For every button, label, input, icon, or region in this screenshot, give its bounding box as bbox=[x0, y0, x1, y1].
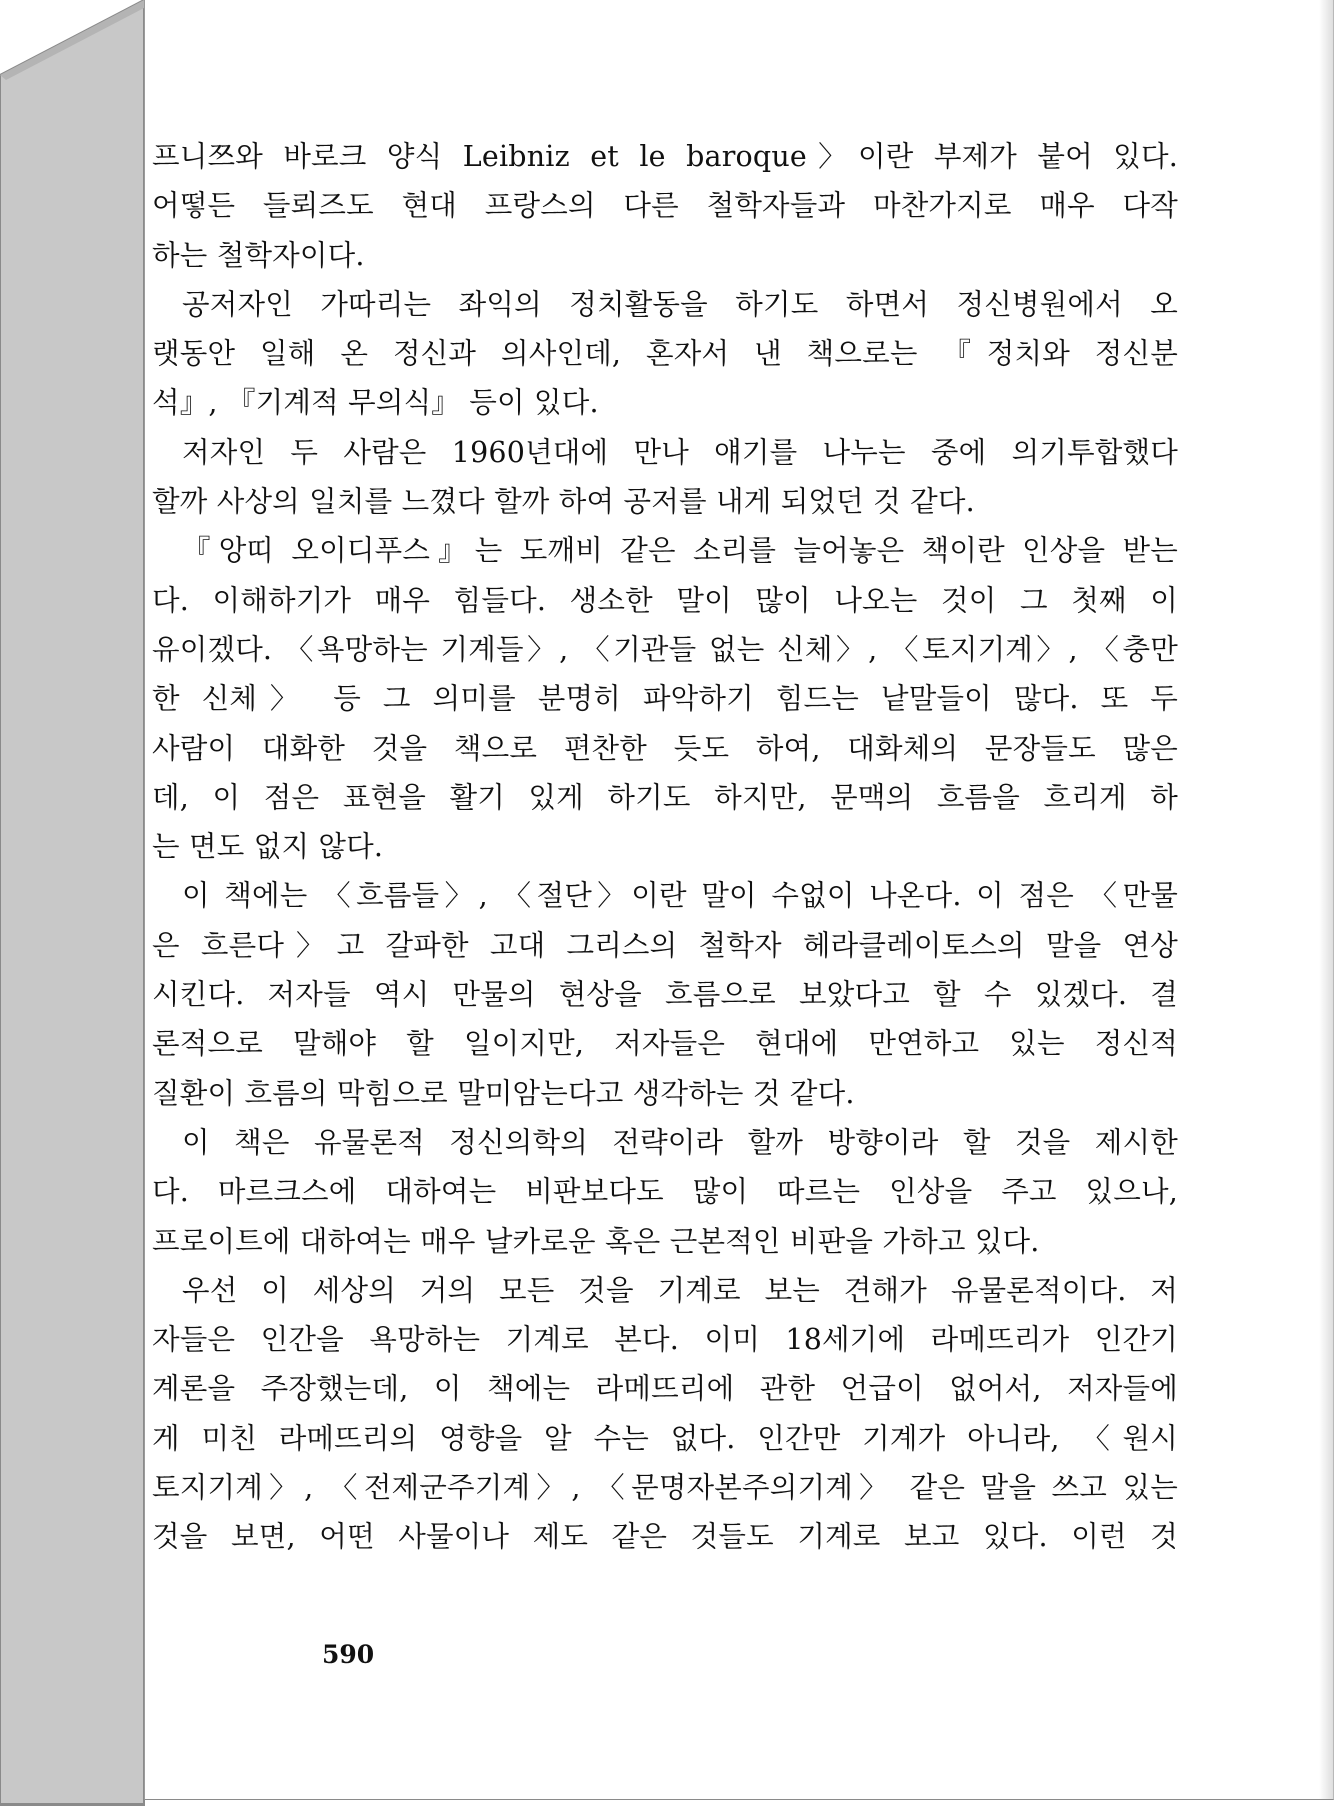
text-line: 자들은 인간을 욕망하는 기계로 본다. 이미 18세기에 라메뜨리가 인간기 bbox=[152, 1323, 1178, 1357]
text-line: 『앙띠 오이디푸스』는 도깨비 같은 소리를 늘어놓은 책이란 인상을 받는 bbox=[182, 534, 1178, 568]
text-line: 는 면도 없지 않다. bbox=[152, 830, 384, 864]
text-line: 사람이 대화한 것을 책으로 편찬한 듯도 하여, 대화체의 문장들도 많은 bbox=[152, 731, 1178, 765]
text-line: 프로이트에 대하여는 매우 날카로운 혹은 근본적인 비판을 가하고 있다. bbox=[152, 1224, 1040, 1258]
text-line: 시킨다. 저자들 역시 만물의 현상을 흐름으로 보았다고 할 수 있겠다. 결 bbox=[152, 978, 1178, 1012]
text-line: 이 책은 유물론적 정신의학의 전략이라 할까 방향이라 할 것을 제시한 bbox=[182, 1125, 1178, 1159]
text-line: 어떻든 들뢰즈도 현대 프랑스의 다른 철학자들과 마찬가지로 매우 다작 bbox=[152, 189, 1178, 223]
text-line: 프니쯔와 바로크 양식 Leibniz et le baroque〉이란 부제가 붙어 있다. bbox=[152, 140, 1178, 173]
text-line: 석』, 『기계적 무의식』 등이 있다. bbox=[152, 386, 599, 420]
text-line: 질환이 흐름의 막힘으로 말미암는다고 생각하는 것 같다. bbox=[152, 1076, 855, 1110]
text-line: 데, 이 점은 표현을 활기 있게 하기도 하지만, 문맥의 흐름을 흐리게 하 bbox=[152, 780, 1178, 814]
text-line: 이 책에는 〈흐름들〉, 〈절단〉이란 말이 수없이 나온다. 이 점은 〈만물 bbox=[182, 879, 1178, 913]
text-line: 다. 이해하기가 매우 힘들다. 생소한 말이 많이 나오는 것이 그 첫째 이 bbox=[152, 583, 1178, 617]
text-line: 할까 사상의 일치를 느꼈다 할까 하여 공저를 내게 되었던 것 같다. bbox=[152, 485, 975, 519]
text-line: 유이겠다. 〈욕망하는 기계들〉, 〈기관들 없는 신체〉, 〈토지기계〉, 〈충만 bbox=[152, 632, 1178, 666]
text-line: 한 신체〉 등 그 의미를 분명히 파악하기 힘드는 낱말들이 많다. 또 두 bbox=[152, 682, 1178, 716]
text-line: 은 흐른다〉고 갈파한 고대 그리스의 철학자 헤라클레이토스의 말을 연상 bbox=[152, 928, 1178, 962]
text-line: 다. 마르크스에 대하여는 비판보다도 많이 따르는 인상을 주고 있으나, bbox=[152, 1175, 1178, 1209]
text-line: 토지기계〉, 〈전제군주기계〉, 〈문명자본주의기계〉 같은 말을 쓰고 있는 bbox=[152, 1471, 1178, 1505]
text-line: 우선 이 세상의 거의 모든 것을 기계로 보는 견해가 유물론적이다. 저 bbox=[182, 1273, 1178, 1307]
text-line: 하는 철학자이다. bbox=[152, 238, 365, 272]
text-line: 랫동안 일해 온 정신과 의사인데, 혼자서 낸 책으로는 『정치와 정신분 bbox=[152, 337, 1178, 371]
text-line: 론적으로 말해야 할 일이지만, 저자들은 현대에 만연하고 있는 정신적 bbox=[152, 1027, 1178, 1061]
text-line: 것을 보면, 어떤 사물이나 제도 같은 것들도 기계로 보고 있다. 이런 것 bbox=[152, 1520, 1178, 1554]
page-edge-shadow bbox=[1319, 0, 1333, 1799]
text-line: 계론을 주장했는데, 이 책에는 라메뜨리에 관한 언급이 없어서, 저자들에 bbox=[152, 1372, 1178, 1406]
text-line: 저자인 두 사람은 1960년대에 만나 얘기를 나누는 중에 의기투합했다 bbox=[182, 435, 1178, 469]
page-number: 590 bbox=[322, 1640, 375, 1669]
page-body-text bbox=[152, 132, 1178, 1562]
text-line: 공저자인 가따리는 좌익의 정치활동을 하기도 하면서 정신병원에서 오 bbox=[182, 287, 1178, 321]
text-line: 게 미친 라메뜨리의 영향을 알 수는 없다. 인간만 기계가 아니라, 〈원시 bbox=[152, 1421, 1178, 1455]
